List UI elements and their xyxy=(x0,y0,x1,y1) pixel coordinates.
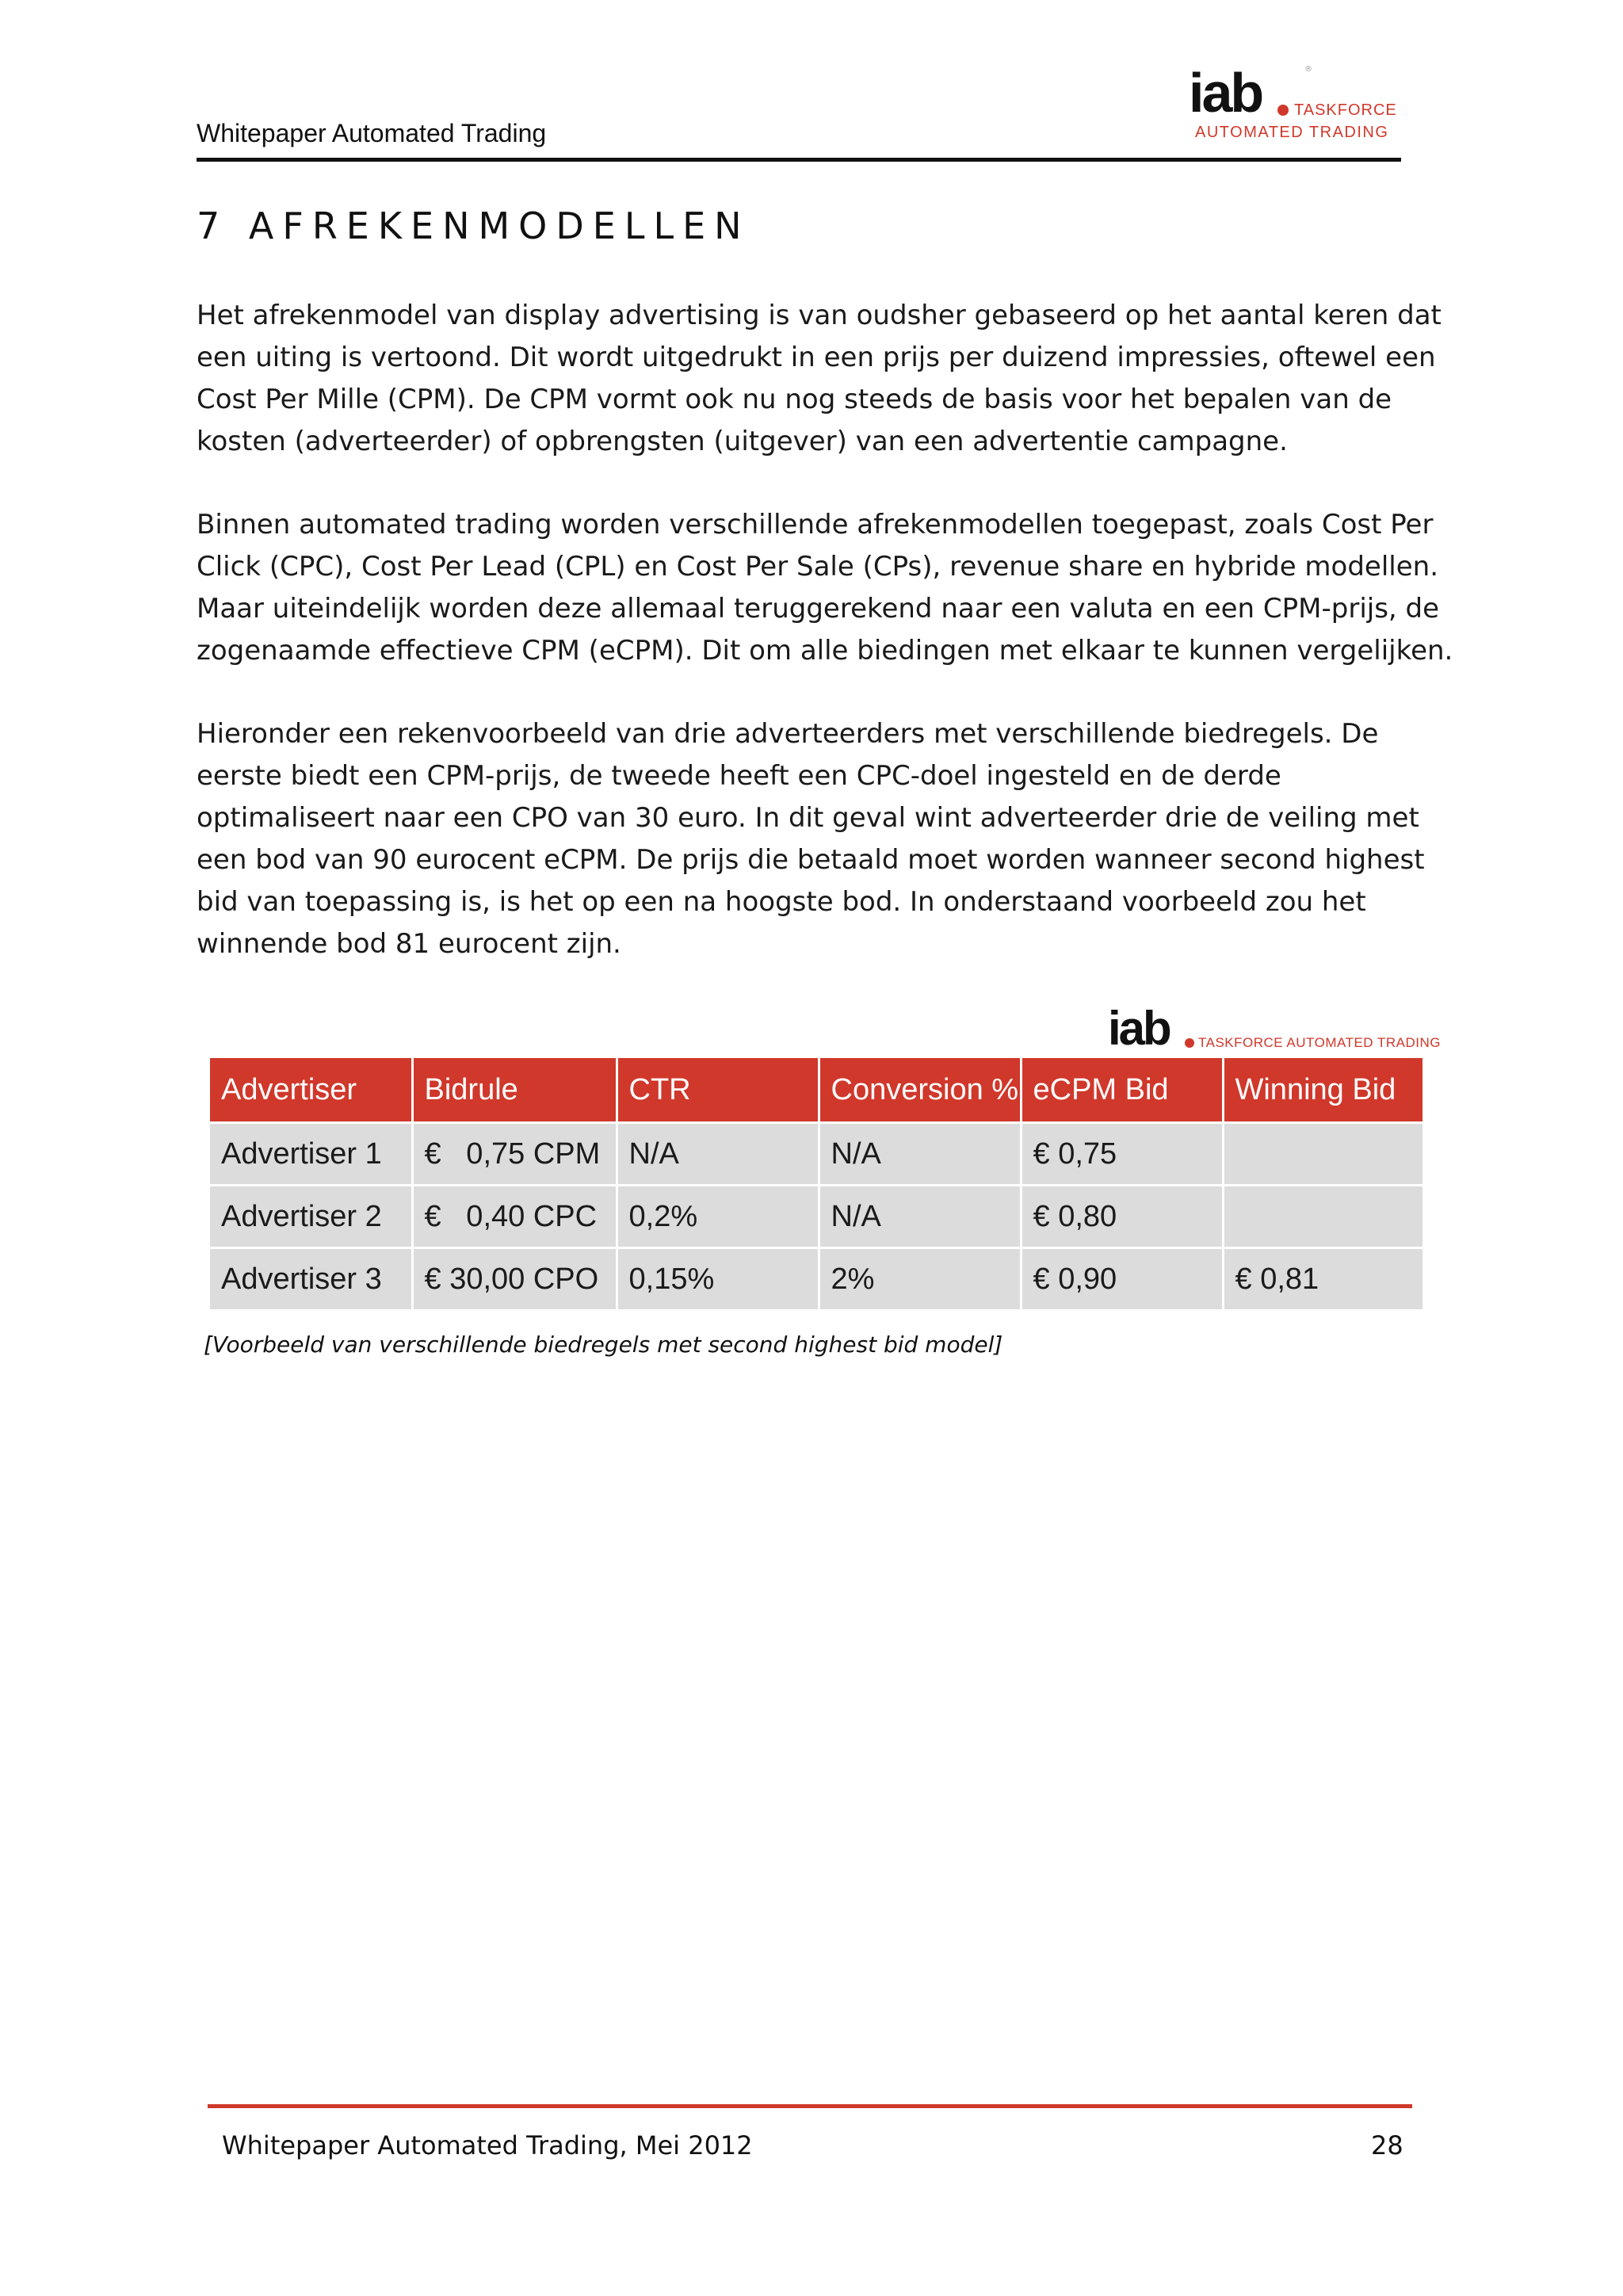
page-number: 28 xyxy=(1371,2130,1403,2160)
paragraph-line: optimaliseert naar een CPO van 30 euro. In dit geval wint adverteerder drie de veiling met xyxy=(197,802,1419,834)
paragraph-2 xyxy=(197,504,1453,672)
iab-logo-wordmark: iab xyxy=(1189,62,1262,124)
paragraph-line: eerste biedt een CPM-prijs, de tweede heeft een CPC-doel ingesteld en de derde xyxy=(197,760,1281,792)
table-cell: 2% xyxy=(819,1248,1021,1310)
table-row xyxy=(210,1248,1423,1310)
header-title: Whitepaper Automated Trading xyxy=(197,119,547,147)
table-cell: 0,15% xyxy=(617,1248,819,1310)
table-cell: € 30,00 CPO xyxy=(412,1248,617,1310)
header-divider xyxy=(197,158,1401,162)
column-header: CTR xyxy=(617,1058,819,1123)
paragraph-line: Binnen automated trading worden verschillende afrekenmodellen toegepast, zoals Cost Per xyxy=(197,509,1434,541)
table-logo-dot xyxy=(1185,1038,1194,1048)
table-cell: € 0,81 xyxy=(1223,1248,1423,1310)
iab-logo-dot xyxy=(1277,105,1289,116)
footer-divider xyxy=(208,2104,1412,2108)
table-header-row xyxy=(210,1058,1423,1123)
table-cell: N/A xyxy=(819,1123,1021,1186)
column-header: Conversion % xyxy=(819,1058,1021,1123)
table-cell: € 0,80 xyxy=(1021,1186,1223,1248)
table-cell: € 0,75 CPM xyxy=(412,1123,617,1186)
table-cell: € 0,40 CPC xyxy=(412,1186,617,1248)
paragraph-line: bid van toepassing is, is het op een na hoogste bod. In onderstaand voorbeeld zou het xyxy=(197,886,1366,918)
table-cell xyxy=(1223,1123,1423,1186)
paragraph-3 xyxy=(197,713,1433,965)
table-row xyxy=(210,1123,1423,1186)
paragraph-line: een uiting is vertoond. Dit wordt uitgedrukt in een prijs per duizend impressies, oftewel een xyxy=(197,342,1436,373)
table-cell: Advertiser 3 xyxy=(210,1248,412,1310)
paragraph-line: winnende bod 81 eurocent zijn. xyxy=(197,928,621,960)
column-header: Advertiser xyxy=(210,1058,412,1123)
paragraph-line: een bod van 90 eurocent eCPM. De prijs die betaald moet worden wanneer second highest xyxy=(197,844,1425,876)
table-cell: 0,2% xyxy=(617,1186,819,1248)
paragraph-line: Het afrekenmodel van display advertising is van oudsher gebaseerd op het aantal keren dat xyxy=(197,300,1442,331)
paragraph-line: zogenaamde effectieve CPM (eCPM). Dit om alle biedingen met elkaar te kunnen vergelijken. xyxy=(197,635,1453,667)
table-cell: Advertiser 2 xyxy=(210,1186,412,1248)
paragraph-1 xyxy=(197,295,1442,463)
iab-logo-taskforce: TASKFORCE xyxy=(1294,101,1397,119)
table-cell: € 0,75 xyxy=(1021,1123,1223,1186)
paragraph-line: Cost Per Mille (CPM). De CPM vormt ook nu nog steeds de basis voor het bepalen van de xyxy=(197,384,1392,415)
table-cell xyxy=(1223,1186,1423,1248)
column-header: Bidrule xyxy=(412,1058,617,1123)
iab-logo-automated-trading: AUTOMATED TRADING xyxy=(1195,124,1389,141)
iab-logo-registered-mark: ® xyxy=(1304,65,1312,74)
table-cell: N/A xyxy=(617,1123,819,1186)
table-caption: [Voorbeeld van verschillende biedregels met second highest bid model] xyxy=(204,1331,1003,1358)
table-logo-text: TASKFORCE AUTOMATED TRADING xyxy=(1198,1035,1441,1050)
paragraph-line: Hieronder een rekenvoorbeeld van drie adverteerders met verschillende biedregels. De xyxy=(197,718,1379,750)
section-heading: 7 AFREKENMODELLEN xyxy=(197,204,750,247)
table-iab-logo xyxy=(1108,1002,1441,1055)
paragraph-line: kosten (adverteerder) of opbrengsten (uitgever) van een advertentie campagne. xyxy=(197,426,1288,457)
column-header: eCPM Bid xyxy=(1021,1058,1223,1123)
table-logo-wordmark: iab xyxy=(1108,1002,1170,1055)
paragraph-line: Maar uiteindelijk worden deze allemaal teruggerekend naar een valuta en een CPM-prijs, de xyxy=(197,593,1440,625)
paragraph-line: Click (CPC), Cost Per Lead (CPL) en Cost Per Sale (CPs), revenue share en hybride modellen. xyxy=(197,551,1439,583)
table-row xyxy=(210,1186,1423,1248)
table-cell: N/A xyxy=(819,1186,1021,1248)
iab-logo xyxy=(1189,62,1403,147)
table-cell: € 0,90 xyxy=(1021,1248,1223,1310)
column-header: Winning Bid xyxy=(1223,1058,1423,1123)
footer-text: Whitepaper Automated Trading, Mei 2012 xyxy=(222,2130,753,2160)
table-cell: Advertiser 1 xyxy=(210,1123,412,1186)
bid-comparison-table xyxy=(210,1058,1423,1309)
